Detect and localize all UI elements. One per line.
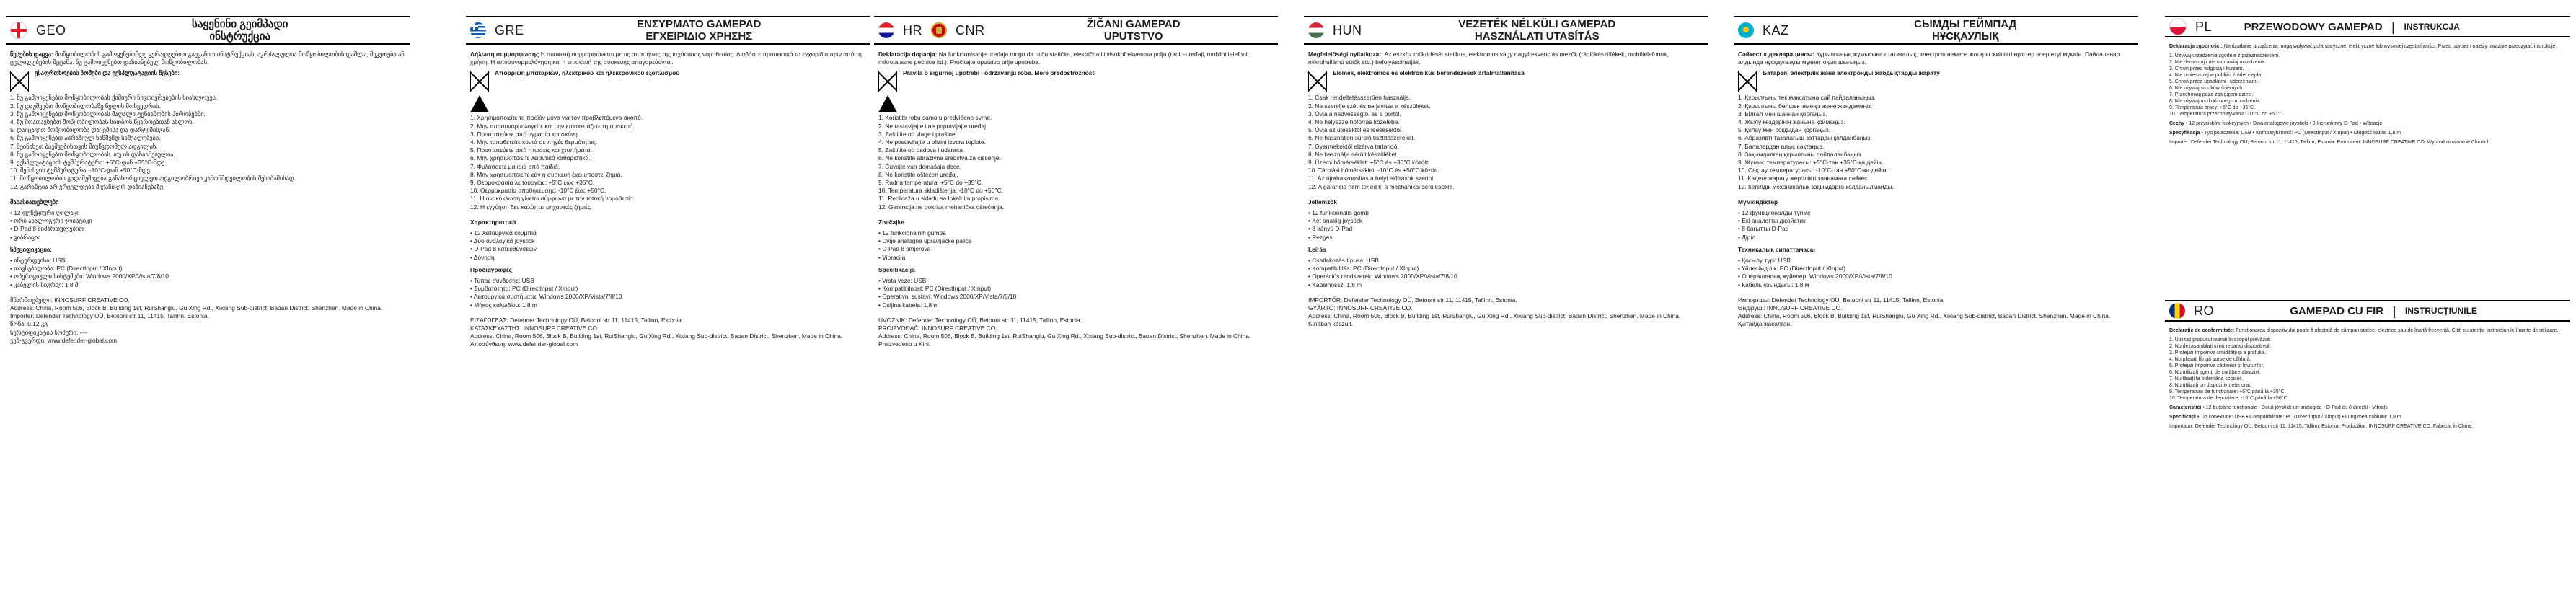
warning-text: Az eszköz működését statikus, elektromos vagy nagyfrekvenciás mezők (rádiókészülékek, mobiltelefonok, mikrohullámú sütők stb.) befolyásolhatják. [1308, 50, 1669, 66]
spec-item: • Kábelhossz: 1,8 m [1308, 281, 1362, 288]
column-body [874, 45, 1278, 349]
column-body [1734, 45, 2138, 329]
manufacturer-info: IMPORTŐR: Defender Technology OÜ, Betooni str 11, 11415, Tallinn, Estonia. GYÁRTÓ: INNOSURF CREATIVE CO. Address: China, Room 506, Block B, Building 1st, RuiShanglu, Gu Xing Rd., Xixiang Sub-district, Baoan District, Shenzhen. Made in China. Kínában készült. [1308, 296, 1681, 328]
column-header [874, 16, 1278, 45]
language-code: GRE [495, 22, 524, 37]
rule-item: 9. Temperatura pracy: +5°C do +35°C. [2169, 105, 2256, 110]
rule-item: 10. Temperatura skladištenja: -10°C do +50°C. [878, 187, 1003, 195]
rule-item: 6. Ne használjon súroló tisztítószereket. [1308, 134, 1416, 142]
rule-item: 12. Кепілдік механикалық зақымдарға қолданылмайды. [1738, 182, 1894, 190]
feature-item: • Діріл [1738, 233, 1756, 241]
montenegro-flag-icon [931, 22, 947, 38]
warning-heading: წესების დაცვა: [10, 50, 53, 58]
rule-item: 5. Προστατεύετε από πτώσεις και χτυπήματα. [470, 146, 592, 154]
rule-item: 4. Μην τοποθετείτε κοντά σε πηγές θερμότητας. [470, 138, 598, 146]
spec-item: • Операциялық жүйелер: Windows 2000/XP/Vista/7/8/10 [1738, 273, 1892, 281]
rule-item: 2. Ne szerelje szét és ne javítsa a készüléket. [1308, 102, 1431, 110]
spec-item: • Csatlakozás típusa: USB [1308, 257, 1379, 265]
features-heading: Caracteristici [2169, 405, 2202, 410]
rule-item: 7. შეინახეთ ბავშვებისთვის მიუწვდომელ ადგილას. [10, 142, 158, 150]
rule-item: 3. Zaštitite od vlage i prašine. [878, 130, 957, 138]
kazakhstan-flag-icon [1738, 22, 1754, 38]
rule-item: 6. Ne koristite abrazivna sredstva za čišćenje. [878, 154, 1001, 162]
rule-item: 8. Nu utilizați un dispozitiv deteriorat. [2169, 383, 2251, 388]
specs-list [878, 277, 1274, 309]
manufacturer-info: UVOZNIK: Defender Technology OÜ, Betooni str 11, 11415, Tallinn, Estonia. PROIZVOĐAČ: INNOSURF CREATIVE CO. Address: China, Room 506, Block B, Building 1st, RuiShanglu, Gu Xing Rd., Xixiang Sub-district, Baoan District, Shenzhen. Made in China. Proizvedeno u Kini. [878, 316, 1251, 348]
spec-item: • Кабель ұзындығы: 1,8 м [1738, 281, 1809, 288]
features-heading: Cechy [2169, 121, 2185, 126]
rule-item: 2. Nu dezasamblați și nu reparați dispozitivul. [2169, 344, 2271, 349]
manufacturer-info: Importator: Defender Technology OÜ, Betooni str 11, 11415, Tallinn, Estonia. Producător: INNOSURF CREATIVE CO. Fabricat în China. [2169, 424, 2474, 429]
feature-item: • D-Pad 8 მიმართულებით [10, 225, 84, 233]
language-code: PL [2195, 19, 2213, 34]
spec-item: • Operációs rendszerek: Windows 2000/XP/Vista/7/8/10 [1308, 273, 1457, 281]
rule-item: 4. Ne postavljajte u blizini izvora toplote. [878, 138, 986, 146]
rule-item: 10. შენახვის ტემპერატურა: -10°C-დან +50°C-მდე. [10, 167, 152, 175]
rule-item: 1. Utilizați produsul numai în scopul prevăzut. [2169, 337, 2271, 343]
feature-item: • 12 λειτουργικά κουμπιά [470, 229, 537, 237]
spec-item: • Μήκος καλωδίου: 1.8 m [470, 301, 537, 309]
rule-item: 2. ნუ დაუშვებთ მოწყობილობაზე წყლის მოხვედრას. [10, 102, 161, 110]
features-text: • 12 butoane funcționale • Două joystick-uri analogice • D-Pad cu 8 direcții • Vibrații [2202, 405, 2388, 410]
rule-item: 12. Η εγγύηση δεν καλύπτει μηχανικές ζημιές. [470, 203, 593, 211]
warning-text: Na funkcionisanje uređaja mogu da utiču statička, električna ili visokofrekventna polja (radio-uređaji, mobilni telefoni, mikrotalasne pećnice itd.). Pročitajte uputstvo prije upotrebe. [878, 50, 1249, 66]
feature-item: • D-Pad 8 κατευθύνσεων [470, 245, 537, 253]
warning-heading: Δήλωση συμμόρφωσης [470, 50, 539, 58]
specs-heading: Техникалық сипаттамасы [1738, 245, 1815, 253]
spec-item: • თავსებადობა: PC (DirectInput / XInput) [10, 265, 123, 273]
spec-item: • Duljina kabela: 1,8 m [878, 301, 939, 309]
rule-item: 7. Gyermekektől elzárva tartandó. [1308, 142, 1399, 150]
rule-item: 8. Μην χρησιμοποιείτε εάν η συσκευή έχει υποστεί ζημιά. [470, 170, 622, 178]
features-heading: Značajke [878, 218, 904, 226]
feature-item: • Vibracija [878, 253, 906, 261]
language-code: RO [2194, 303, 2214, 318]
rule-item: 10. Tárolási hőmérséklet: -10°C és +50°C között. [1308, 167, 1439, 175]
spec-item: • Συμβατότητα: PC (DirectInput / XInput) [470, 285, 578, 293]
rule-item: 7. Čuvajte van domašaja dece. [878, 162, 961, 170]
warning-text: Құрылғының жұмысына статикалық, электрлік немесе жоғары жиілікті өрістер әсер етуі мүмкін. Пайдаланар алдында нұсқаулықты мұқият оқып шығыңыз. [1738, 50, 2120, 66]
rule-item: 5. Құлау мен соққыдан қорғаңыз. [1738, 126, 1830, 134]
rule-item: 1. Құрылғыны тек мақсатына сай пайдаланыңыз. [1738, 94, 1876, 102]
rule-item: 6. Абразивті тазалағыш заттарды қолданбаңыз. [1738, 134, 1872, 142]
specs-heading: სპეციფიკაცია: [10, 245, 52, 253]
rule-item: 5. Chroń przed upadkami i uderzeniami. [2169, 79, 2259, 84]
crossed-bin-icon [10, 71, 29, 92]
specs-list [1308, 257, 1703, 289]
rule-item: 5. Protejați împotriva căderilor și loviturilor. [2169, 363, 2264, 368]
spec-item: • Kompatibilnost: PC (DirectInput / XInput) [878, 285, 992, 293]
warning-triangle-icon [470, 95, 489, 112]
rule-item: 8. Зақымдалған құрылғыны пайдаланбаңыз. [1738, 150, 1863, 158]
column-polish-romanian [2165, 16, 2570, 593]
rule-item: 11. მოწყობილობის გადამუშავება განახორციელეთ ადგილობრივი კანონმდებლობის შესაბამისად. [10, 175, 296, 182]
warning-triangle-icon [878, 95, 897, 112]
spec-item: • Үйлесімділік: PC (DirectInput / XInput) [1738, 265, 1845, 273]
rule-item: 3. Óvja a nedvességtől és a portól. [1308, 110, 1401, 118]
feature-item: • 12 funkcionalnih gumba [878, 229, 946, 237]
rule-item: 2. Nie demontuj i nie naprawiaj urządzenia. [2169, 60, 2266, 65]
rule-item: 8. ნუ გამოიყენებთ მოწყობილობას, თუ ის დაზიანებულია. [10, 150, 175, 158]
features-heading: Χαρακτηριστικά [470, 218, 516, 226]
features-list [878, 229, 1274, 262]
features-list [1738, 209, 2133, 242]
section-polish [2165, 16, 2570, 293]
specs-heading: Προδιαγραφές [470, 265, 513, 273]
column-header [2165, 300, 2570, 322]
rule-item: 6. ნუ გამოიყენებთ აბრაზიულ საწმენდ საშუალებებს. [10, 134, 161, 142]
safety-heading: Απόρριψη μπαταριών, ηλεκτρικού και ηλεκτρονικού εξοπλισμού [495, 69, 680, 77]
feature-item: • ვიბრაცია [10, 233, 41, 241]
rule-item: 10. Θερμοκρασία αποθήκευσης: -10°C έως +50°C. [470, 187, 606, 195]
column-croatian [874, 16, 1278, 593]
features-heading: Jellemzők [1308, 198, 1338, 206]
rule-item: 1. ნუ გამოიყენებთ მოწყობილობას ქიმიური ნივთიერებების სიახლოვეს. [10, 94, 218, 102]
rule-item: 12. Garancija ne pokriva mehanička oštećenja. [878, 203, 1005, 211]
warning-text: Η συσκευή συμμορφώνεται με τις απαιτήσεις της ισχύουσας νομοθεσίας. Διαβάστε προσεκτικά το εγχειρίδιο πριν από τη χρήση. Η αποσυναρμολόγηση και η επισκευή της συσκευής απαγορεύονται. [470, 50, 862, 66]
specs-heading: Specificații [2169, 415, 2196, 420]
column-kazakh [1734, 16, 2138, 593]
rule-item: 8. Nie używaj uszkodzonego urządzenia. [2169, 99, 2261, 104]
warning-heading: Сәйкестік декларациясы: [1738, 50, 1815, 58]
rule-item: 1. Χρησιμοποιείτε το προϊόν μόνο για τον προβλεπόμενο σκοπό. [470, 114, 643, 122]
spec-item: • Operativni sustavi: Windows 2000/XP/Vista/7/8/10 [878, 293, 1017, 301]
column-subtitle: INSTRUCȚIUNILE [2404, 305, 2477, 316]
language-code: GEO [36, 22, 66, 37]
feature-item: • Δύο αναλογικά joystick [470, 237, 535, 245]
manufacturer-info: Импортшы: Defender Technology OÜ, Betooni str 11, 11415, Tallinn, Estonia. Өндіруші: INNOSURF CREATIVE CO. Address: China, Room 506, Block B, Building 1st, RuiShanglu, Gu Xing Rd., Xixiang Sub-district, Baoan District, Shenzhen. Made in China. Қытайда жасалған. [1738, 296, 2111, 328]
rule-item: 5. დაიცავით მოწყობილობა დაცემისა და დარტყმისგან. [10, 126, 171, 134]
rule-item: 9. Θερμοκρασία λειτουργίας: +5°C έως +35°C. [470, 179, 595, 187]
rule-item: 8. Ne használja sérült készüléket. [1308, 150, 1398, 158]
feature-item: • Екі аналогты джойстик [1738, 217, 1806, 225]
feature-item: • Rezgés [1308, 233, 1333, 241]
column-header [2165, 16, 2570, 37]
spec-item: • ინტერფეისი: USB [10, 257, 66, 265]
section-romanian [2165, 300, 2570, 593]
rule-item: 7. Nu lăsați la îndemâna copiilor. [2169, 376, 2243, 381]
rule-item: 7. Балалардан алыс сақтаңыз. [1738, 142, 1825, 150]
rule-item: 4. Жылу көздерінің жанына қоймаңыз. [1738, 118, 1845, 126]
greece-flag-icon [470, 22, 486, 38]
rule-item: 11. Кәдеге жарату жергілікті заңнамаға сәйкес. [1738, 175, 1869, 182]
warning-heading: Megfelelőségi nyilatkozat: [1308, 50, 1383, 58]
manufacturer-info: მწარმოებელი: INNOSURF CREATIVE CO. Address: China, Room 506, Block B, Building 1st, RuiShanglu, Gu Xing Rd., Xixiang Sub-district, Baoan District, Shenzhen. Made in China. Importer: Defender Technology OÜ, Betooni str 11, 11415, Tallinn, Estonia. წონა: 0.12 კგ სერტიფიკატის ნომერი: ---- ვებ-გვერდი: www.defender-global.com [10, 296, 383, 344]
column-body [2165, 322, 2570, 430]
language-code-secondary: CNR [956, 22, 985, 37]
croatia-flag-icon [878, 22, 894, 38]
manufacturer-info: ΕΙΣΑΓΩΓΕΑΣ: Defender Technology OÜ, Betooni str 11, 11415, Tallinn, Estonia. ΚΑΤΑΣΚΕΥΑΣΤΗΣ: INNOSURF CREATIVE CO. Address: China, Room 506, Block B, Building 1st, RuiShanglu, Gu Xing Rd., Xixiang Sub-district, Baoan District, Shenzhen. Made in China. Αποσύνθεση: www.defender-global.com [470, 316, 843, 348]
rule-item: 6. Nu utilizați agenți de curățare abrazivi. [2169, 370, 2261, 375]
rule-item: 7. Φυλάσσετε μακριά από παιδιά. [470, 162, 560, 170]
rule-item: 11. Az újrahasznosítás a helyi előírások szerint. [1308, 175, 1435, 182]
language-code: HR [903, 22, 922, 37]
warning-heading: Declarație de conformitate: [2169, 328, 2235, 333]
rule-item: 1. Używaj urządzenia zgodnie z przeznaczeniem. [2169, 53, 2280, 58]
rule-item: 9. Üzemi hőmérséklet: +5°C és +35°C között. [1308, 159, 1430, 167]
column-title: GAMEPAD CU FIR [2290, 304, 2384, 317]
rule-item: 1. Koristite robu samo u predviđene svrhe. [878, 114, 992, 122]
rules-list [10, 94, 405, 190]
rule-item: 3. Protejați împotriva umidității și a prafului. [2169, 350, 2266, 356]
features-text: • 12 przycisków funkcyjnych • Dwa analogowe joysticki • 8-kierunkowy D-Pad • Wibracje [2185, 121, 2383, 126]
rule-item: 4. Ne helyezze hőforrás közelébe. [1308, 118, 1400, 126]
rule-item: 3. ნუ გამოიყენებთ მოწყობილობას მაღალი ტენიანობის პირობებში. [10, 110, 206, 118]
feature-item: • 12 функционалды түйме [1738, 209, 1811, 217]
rules-list [2169, 337, 2566, 402]
crossed-bin-icon [1738, 71, 1757, 92]
specs-list [10, 257, 405, 289]
title-separator: | [2392, 304, 2396, 318]
rule-item: 9. Жұмыс температурасы: +5°C-тан +35°C-қа дейін. [1738, 159, 1884, 167]
feature-item: • 8 бағытты D-Pad [1738, 225, 1789, 233]
column-header [1304, 16, 1708, 45]
specs-list [1738, 257, 2133, 289]
features-list [470, 229, 865, 262]
column-title: СЫМДЫ ГЕЙМПАД НҰСҚАУЛЫҚ [1914, 18, 2017, 43]
column-subtitle: INSTRUKCJA [2404, 21, 2460, 32]
rules-list [878, 114, 1274, 211]
warning-text: Funcționarea dispozitivului poate fi afectată de câmpuri statice, electrice sau de înaltă frecvență. Citiți cu atenție instrucțiunile înainte de utilizare. [2236, 328, 2559, 333]
rule-item: 9. Temperatura de funcționare: +5°C până la +35°C. [2169, 389, 2286, 394]
specs-text: • Typ połączenia: USB • Kompatybilność: PC (DirectInput / XInput) • Długość kabla: 1,8 m [2201, 131, 2401, 136]
rule-item: 10. Temperatura de depozitare: -10°C până la +50°C. [2169, 396, 2289, 401]
rule-item: 3. Chroń przed wilgocią i kurzem. [2169, 66, 2244, 71]
feature-item: • Δόνηση [470, 253, 495, 261]
spec-item: • Kompatibilitás: PC (DirectInput / XInput) [1308, 265, 1419, 273]
rule-item: 3. Ылғал мен шаңнан қорғаңыз. [1738, 110, 1827, 118]
features-list [1308, 209, 1703, 242]
rule-item: 10. Сақтау температурасы: -10°C-тан +50°C-қа дейін. [1738, 167, 1888, 175]
column-greek [466, 16, 870, 593]
warning-heading: Deklaracja zgodności: [2169, 44, 2223, 49]
georgia-flag-icon [10, 22, 27, 39]
poland-flag-icon [2169, 18, 2187, 35]
rule-item: 6. Nie używaj środków ściernych. [2169, 86, 2244, 91]
column-header [1734, 16, 2138, 45]
column-title: PRZEWODOWY GAMEPAD [2244, 20, 2383, 33]
rule-item: 1. Csak rendeltetésszerűen használja. [1308, 94, 1411, 102]
crossed-bin-icon [470, 71, 489, 92]
rule-item: 12. გარანტია არ ვრცელდება მექანიკურ დაზიანებაზე. [10, 182, 165, 190]
specs-heading: Leírás [1308, 245, 1326, 253]
specs-heading: Specyfikacja [2169, 131, 2200, 136]
language-code: HUN [1333, 22, 1362, 37]
specs-list [470, 277, 865, 309]
rules-list [2169, 53, 2566, 118]
column-hungarian [1304, 16, 1708, 593]
rule-item: 11. Η ανακύκλωση γίνεται σύμφωνα με την τοπική νομοθεσία. [470, 195, 635, 203]
features-heading: Мүмкіндіктер [1738, 198, 1778, 206]
safety-heading: Батарея, электрлік және электронды жабдықтарды жарату [1763, 69, 1940, 77]
romania-flag-icon [2169, 303, 2185, 319]
feature-item: • 8 irányú D-Pad [1308, 225, 1353, 233]
specs-text: • Tip conexiune: USB • Compatibilitate: PC (DirectInput / XInput) • Lungimea cablului: 1,8 m [2197, 415, 2401, 420]
spec-item: • Қосылу түрі: USB [1738, 257, 1791, 265]
column-georgian [6, 16, 410, 593]
column-body [1304, 45, 1708, 329]
rule-item: 8. Ne koristite oštećen uređaj. [878, 170, 958, 178]
rule-item: 2. Ne rastavljajte i ne popravljajte uređaj. [878, 122, 988, 130]
rule-item: 9. Radna temperatura: +5°C do +35°C. [878, 179, 983, 187]
feature-item: • Dvije analogne upravljačke palice [878, 237, 972, 245]
spec-item: • Vrsta veze: USB [878, 277, 927, 285]
rule-item: 2. Μην αποσυναρμολογείτε και μην επισκευάζετε τη συσκευή. [470, 122, 635, 130]
column-header [6, 16, 410, 45]
rule-item: 10. Temperatura przechowywania: -10°C do +50°C. [2169, 112, 2285, 117]
crossed-bin-icon [1308, 71, 1327, 92]
column-title: VEZETÉK NÉLKÜLI GAMEPAD HASZNÁLATI UTASÍTÁS [1458, 18, 1616, 43]
rule-item: 4. ნუ მოათავსებთ მოწყობილობას სითბოს წყაროებთან ახლოს. [10, 118, 194, 126]
rule-item: 2. Құрылғыны бөлшектемеңіз және жөндемеңіз. [1738, 102, 1873, 110]
rule-item: 12. A garancia nem terjed ki a mechanikai sérülésekre. [1308, 182, 1455, 190]
safety-heading: Pravila o sigurnoj upotrebi i održavanju robe. Mere predostrožnosti [903, 69, 1096, 77]
rule-item: 9. ექსპლუატაციის ტემპერატურა: +5°C-დან +35°C-მდე. [10, 159, 167, 167]
spec-item: • კაბელის სიგრძე: 1.8 მ [10, 281, 79, 288]
rules-list [1738, 94, 2133, 190]
spec-item: • Τύπος σύνδεσης: USB [470, 277, 534, 285]
rules-list [470, 114, 865, 211]
column-title: ΕΝΣΥΡΜΑΤΟ GAMEPAD ΕΓΧΕΙΡΙΔΙΟ ΧΡΗΣΗΣ [637, 18, 762, 43]
feature-item: • D-Pad 8 smjerova [878, 245, 931, 253]
language-code: KAZ [1763, 22, 1789, 37]
manufacturer-info: Importer: Defender Technology OÜ, Betooni str 11, 11415, Tallinn, Estonia. Producent: INNOSURF CREATIVE CO. Wyprodukowano w Chinach. [2169, 140, 2492, 145]
feature-item: • 12 funkcionális gomb [1308, 209, 1369, 217]
warning-text: მოწყობილობის გამოყენებამდე ყურადღებით გაეცანით ინსტრუქციას. აკრძალულია მოწყობილობის დაშლა, შეკეთება ან ცვლილებების შეტანა. ნუ გამოიყენებთ დაზიანებულ მოწყობილობას. [10, 50, 405, 66]
warning-heading: Deklaracija dopanja: [878, 50, 938, 58]
spec-item: • ოპერაციული სისტემები: Windows 2000/XP/Vista/7/8/10 [10, 273, 169, 281]
rules-list [1308, 94, 1703, 190]
column-body [2165, 37, 2570, 146]
hungary-flag-icon [1308, 22, 1324, 38]
specs-heading: Specifikacija [878, 265, 915, 273]
feature-item: • ორი ანალოგური ჯოისტიკი [10, 217, 92, 225]
crossed-bin-icon [878, 71, 897, 92]
feature-item: • 12 ფუნქციური ღილაკი [10, 209, 80, 217]
column-body [466, 45, 870, 349]
column-title: საყენინი გეიმპადი ინსტრუქცია [192, 18, 288, 43]
rule-item: 5. Óvja az ütésektől és leesésektől. [1308, 126, 1403, 134]
title-separator: | [2391, 19, 2396, 34]
rule-item: 4. Nie umieszczaj w pobliżu źródeł ciepła. [2169, 73, 2263, 78]
column-body [6, 45, 410, 345]
safety-heading: უსაფრთხოების ზომები და ექსპლუატაციის წესები: [35, 69, 180, 77]
column-header [466, 16, 870, 45]
spec-item: • Λειτουργικά συστήματα: Windows 2000/XP/Vista/7/8/10 [470, 293, 622, 301]
features-heading: მახასიათებლები [10, 198, 59, 206]
safety-heading: Elemek, elektromos és elektronikus berendezések ártalmatlanítása [1333, 69, 1525, 77]
rule-item: 5. Zaštitite od padova i udaraca. [878, 146, 965, 154]
features-list [10, 209, 405, 242]
column-title: ŽIČANI GAMEPAD UPUTSTVO [1086, 18, 1181, 43]
rule-item: 11. Reciklaža u skladu sa lokalnim propisima. [878, 195, 1000, 203]
feature-item: • Két analóg joystick [1308, 217, 1363, 225]
warning-text: Na działanie urządzenia mogą wpływać pola statyczne, elektryczne lub wysokiej częstotliwości. Przed użyciem należy uważnie przeczytać instrukcję. [2223, 44, 2557, 49]
rule-item: 6. Μην χρησιμοποιείτε λειαντικά καθαριστικά. [470, 154, 591, 162]
rule-item: 4. Nu plasați lângă surse de căldură. [2169, 357, 2251, 362]
rule-item: 3. Προστατεύετε από υγρασία και σκόνη. [470, 130, 580, 138]
rule-item: 7. Przechowuj poza zasięgiem dzieci. [2169, 92, 2254, 97]
